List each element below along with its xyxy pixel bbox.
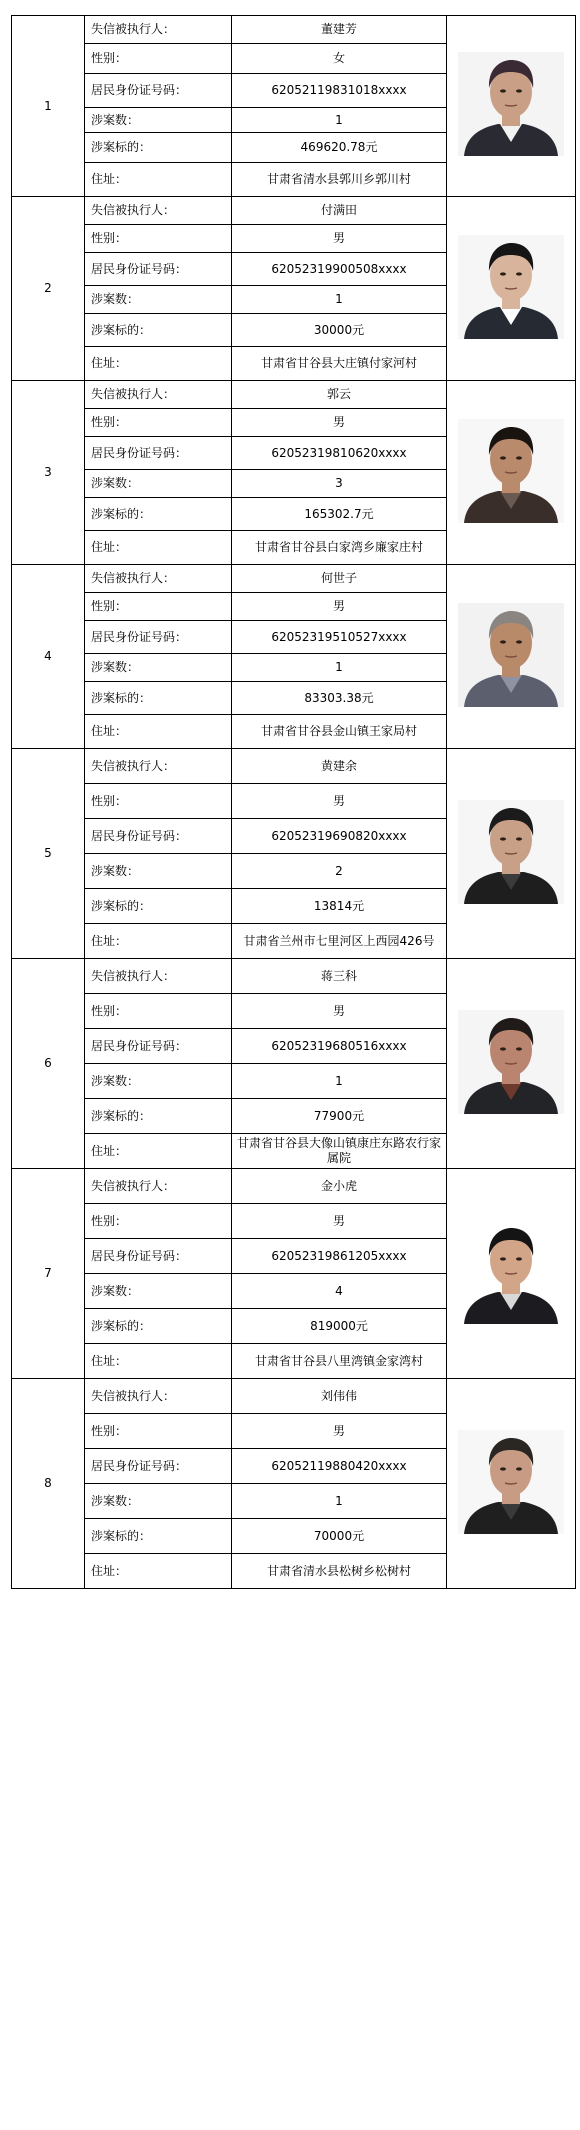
defaulter-table — [11, 15, 576, 1589]
photo-cell — [447, 749, 576, 959]
field-value-case-amount: 77900元 — [232, 1099, 447, 1134]
field-label-gender: 性别： — [85, 784, 232, 819]
portrait-photo — [458, 52, 564, 156]
field-value-id-number: 62052319810620xxxx — [232, 437, 447, 470]
field-value-case-amount: 70000元 — [232, 1519, 447, 1554]
field-value-case-count: 1 — [232, 108, 447, 133]
field-value-address: 甘肃省甘谷县大庄镇付家河村 — [232, 347, 447, 381]
record-index: 3 — [12, 381, 85, 565]
field-label-address: 住址： — [85, 347, 232, 381]
field-label-address: 住址： — [85, 531, 232, 565]
field-label-case-count: 涉案数： — [85, 654, 232, 682]
field-label-gender: 性别： — [85, 409, 232, 437]
field-value-gender: 男 — [232, 409, 447, 437]
field-value-case-amount: 30000元 — [232, 314, 447, 347]
field-label-case-count: 涉案数： — [85, 470, 232, 498]
field-label-case-count: 涉案数： — [85, 286, 232, 314]
field-value-gender: 男 — [232, 225, 447, 253]
record-row — [12, 565, 576, 593]
field-label-name: 失信被执行人： — [85, 1169, 232, 1204]
field-label-address: 住址： — [85, 163, 232, 197]
field-value-case-amount: 819000元 — [232, 1309, 447, 1344]
field-value-id-number: 62052319510527xxxx — [232, 621, 447, 654]
field-value-gender: 男 — [232, 1204, 447, 1239]
field-label-case-amount: 涉案标的： — [85, 1309, 232, 1344]
record-row — [12, 381, 576, 409]
record-index: 2 — [12, 197, 85, 381]
field-label-id-number: 居民身份证号码： — [85, 621, 232, 654]
record-index: 1 — [12, 16, 85, 197]
field-value-gender: 男 — [232, 1414, 447, 1449]
field-label-id-number: 居民身份证号码： — [85, 253, 232, 286]
field-value-case-count: 1 — [232, 1064, 447, 1099]
photo-cell — [447, 959, 576, 1169]
field-label-address: 住址： — [85, 715, 232, 749]
field-value-address: 甘肃省清水县松树乡松树村 — [232, 1554, 447, 1589]
field-label-address: 住址： — [85, 1554, 232, 1589]
record-row — [12, 197, 576, 225]
record-row — [12, 1379, 576, 1414]
field-label-case-amount: 涉案标的： — [85, 314, 232, 347]
field-label-case-amount: 涉案标的： — [85, 889, 232, 924]
field-value-case-count: 2 — [232, 854, 447, 889]
field-label-case-amount: 涉案标的： — [85, 1099, 232, 1134]
field-label-id-number: 居民身份证号码： — [85, 1449, 232, 1484]
record-index: 4 — [12, 565, 85, 749]
field-value-case-count: 1 — [232, 654, 447, 682]
field-value-address: 甘肃省兰州市七里河区上西园426号 — [232, 924, 447, 959]
field-label-gender: 性别： — [85, 225, 232, 253]
field-label-address: 住址： — [85, 1344, 232, 1379]
portrait-photo — [458, 1220, 564, 1324]
field-value-name: 付满田 — [232, 197, 447, 225]
field-value-case-amount: 13814元 — [232, 889, 447, 924]
field-value-name: 金小虎 — [232, 1169, 447, 1204]
field-value-case-amount: 83303.38元 — [232, 682, 447, 715]
field-label-name: 失信被执行人： — [85, 959, 232, 994]
field-label-gender: 性别： — [85, 593, 232, 621]
field-value-case-count: 1 — [232, 286, 447, 314]
field-value-address: 甘肃省甘谷县白家湾乡廉家庄村 — [232, 531, 447, 565]
field-value-address: 甘肃省甘谷县金山镇王家局村 — [232, 715, 447, 749]
field-label-id-number: 居民身份证号码： — [85, 1029, 232, 1064]
portrait-photo — [458, 1430, 564, 1534]
field-value-gender: 男 — [232, 593, 447, 621]
record-row — [12, 1169, 576, 1204]
field-value-name: 黄建余 — [232, 749, 447, 784]
field-label-id-number: 居民身份证号码： — [85, 1239, 232, 1274]
field-value-address: 甘肃省清水县郭川乡郭川村 — [232, 163, 447, 197]
record-index: 8 — [12, 1379, 85, 1589]
field-value-id-number: 62052319861205xxxx — [232, 1239, 447, 1274]
portrait-photo — [458, 419, 564, 523]
field-label-name: 失信被执行人： — [85, 565, 232, 593]
field-value-id-number: 62052319680516xxxx — [232, 1029, 447, 1064]
record-row — [12, 16, 576, 44]
record-index: 6 — [12, 959, 85, 1169]
field-value-address: 甘肃省甘谷县大像山镇康庄东路农行家属院 — [232, 1134, 447, 1169]
field-label-case-count: 涉案数： — [85, 1064, 232, 1099]
field-label-case-amount: 涉案标的： — [85, 498, 232, 531]
field-value-id-number: 62052119831018xxxx — [232, 74, 447, 108]
field-value-gender: 男 — [232, 994, 447, 1029]
portrait-photo — [458, 235, 564, 339]
field-value-address: 甘肃省甘谷县八里湾镇金家湾村 — [232, 1344, 447, 1379]
field-label-case-count: 涉案数： — [85, 1484, 232, 1519]
field-value-name: 董建芳 — [232, 16, 447, 44]
field-value-id-number: 62052319690820xxxx — [232, 819, 447, 854]
field-value-case-amount: 165302.7元 — [232, 498, 447, 531]
field-value-name: 刘伟伟 — [232, 1379, 447, 1414]
field-value-case-count: 3 — [232, 470, 447, 498]
field-label-case-count: 涉案数： — [85, 108, 232, 133]
field-label-case-amount: 涉案标的： — [85, 682, 232, 715]
photo-cell — [447, 1379, 576, 1589]
photo-cell — [447, 1169, 576, 1379]
photo-cell — [447, 197, 576, 381]
portrait-photo — [458, 800, 564, 904]
portrait-photo — [458, 1010, 564, 1114]
field-label-gender: 性别： — [85, 1204, 232, 1239]
field-value-id-number: 62052319900508xxxx — [232, 253, 447, 286]
field-label-case-amount: 涉案标的： — [85, 133, 232, 163]
field-label-case-count: 涉案数： — [85, 1274, 232, 1309]
field-label-gender: 性别： — [85, 44, 232, 74]
field-value-gender: 女 — [232, 44, 447, 74]
field-value-name: 郭云 — [232, 381, 447, 409]
field-label-name: 失信被执行人： — [85, 16, 232, 44]
photo-cell — [447, 381, 576, 565]
field-label-id-number: 居民身份证号码： — [85, 437, 232, 470]
record-index: 7 — [12, 1169, 85, 1379]
field-value-gender: 男 — [232, 784, 447, 819]
field-value-name: 蒋三科 — [232, 959, 447, 994]
field-value-case-count: 1 — [232, 1484, 447, 1519]
photo-cell — [447, 16, 576, 197]
field-label-name: 失信被执行人： — [85, 1379, 232, 1414]
field-label-name: 失信被执行人： — [85, 197, 232, 225]
field-label-name: 失信被执行人： — [85, 749, 232, 784]
record-row — [12, 959, 576, 994]
record-row — [12, 749, 576, 784]
record-index: 5 — [12, 749, 85, 959]
field-label-gender: 性别： — [85, 1414, 232, 1449]
field-value-id-number: 62052119880420xxxx — [232, 1449, 447, 1484]
field-label-address: 住址： — [85, 924, 232, 959]
field-value-case-amount: 469620.78元 — [232, 133, 447, 163]
field-value-name: 何世子 — [232, 565, 447, 593]
field-label-case-amount: 涉案标的： — [85, 1519, 232, 1554]
field-label-id-number: 居民身份证号码： — [85, 819, 232, 854]
field-label-gender: 性别： — [85, 994, 232, 1029]
field-value-case-count: 4 — [232, 1274, 447, 1309]
field-label-name: 失信被执行人： — [85, 381, 232, 409]
portrait-photo — [458, 603, 564, 707]
field-label-case-count: 涉案数： — [85, 854, 232, 889]
field-label-id-number: 居民身份证号码： — [85, 74, 232, 108]
photo-cell — [447, 565, 576, 749]
field-label-address: 住址： — [85, 1134, 232, 1169]
